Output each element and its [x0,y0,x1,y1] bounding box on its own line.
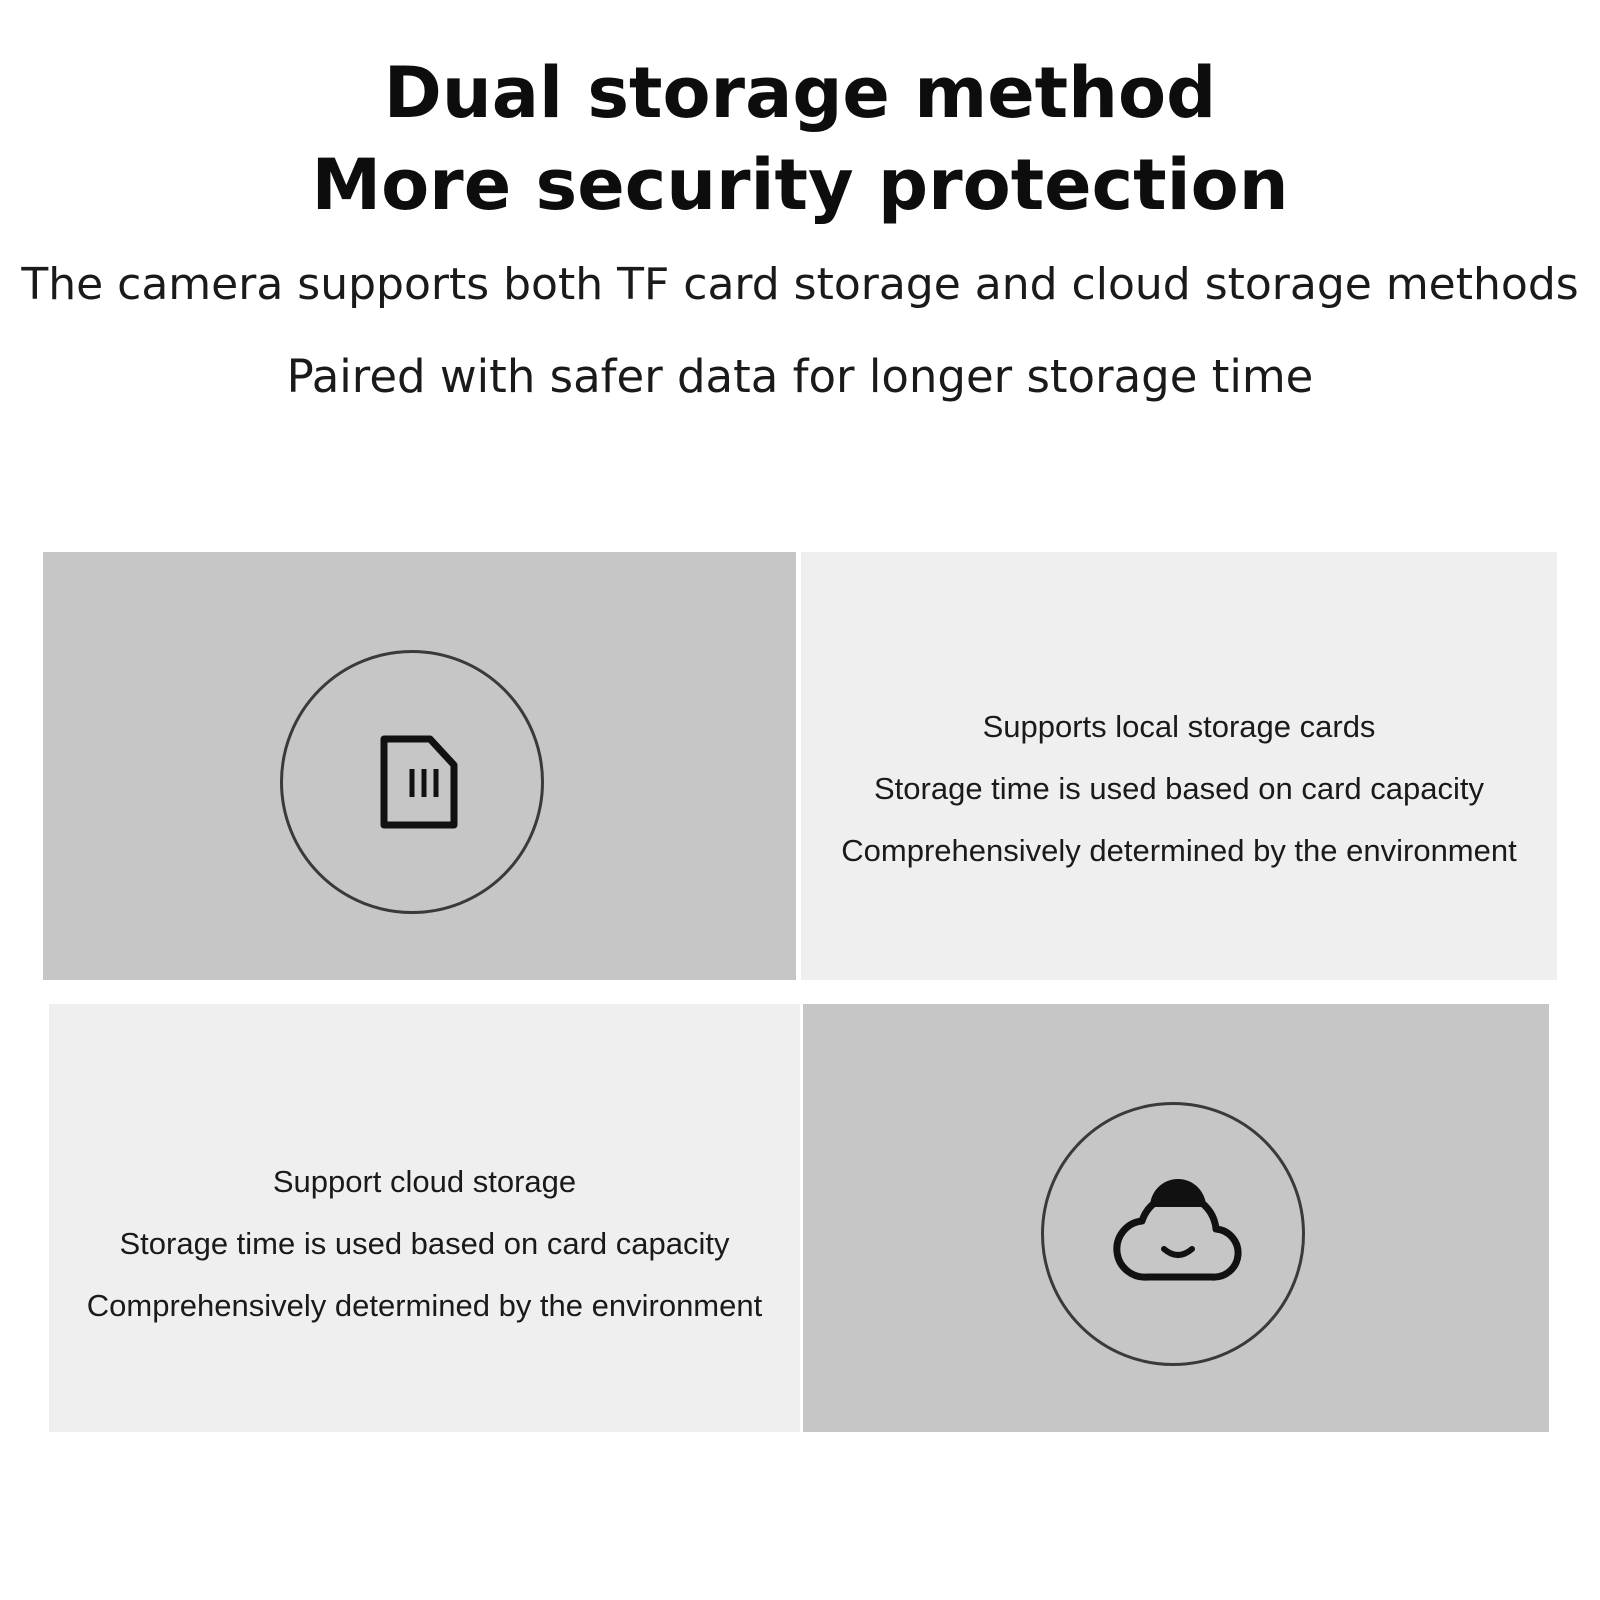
headline-line-2: More security protection [311,144,1289,226]
cloud-line-2: Storage time is used based on card capacity [119,1226,730,1261]
cloud-description [49,1151,800,1337]
subtitle-line-2: Paired with safer data for longer storage time [286,350,1314,403]
tf-card-text-panel [801,552,1557,980]
tf-card-description [801,696,1557,882]
tf-card-line-3: Comprehensively determined by the environment [841,833,1517,868]
subtitle-line-1: The camera supports both TF card storage and cloud storage methods [21,259,1579,310]
cloud-icon-circle [1041,1102,1305,1366]
sd-card-icon [378,735,458,831]
tf-card-line-1: Supports local storage cards [982,709,1376,744]
tf-card-line-2: Storage time is used based on card capacity [873,771,1484,806]
headline-line-1: Dual storage method [383,52,1217,134]
cloud-text-panel [49,1004,800,1432]
cloud-line-1: Support cloud storage [272,1164,577,1199]
tf-card-icon-circle [280,650,544,914]
cloud-icon [1112,1177,1244,1287]
cloud-icon-panel [803,1004,1549,1432]
tf-card-icon-panel [43,552,796,980]
cloud-line-3: Comprehensively determined by the environment [86,1288,763,1323]
